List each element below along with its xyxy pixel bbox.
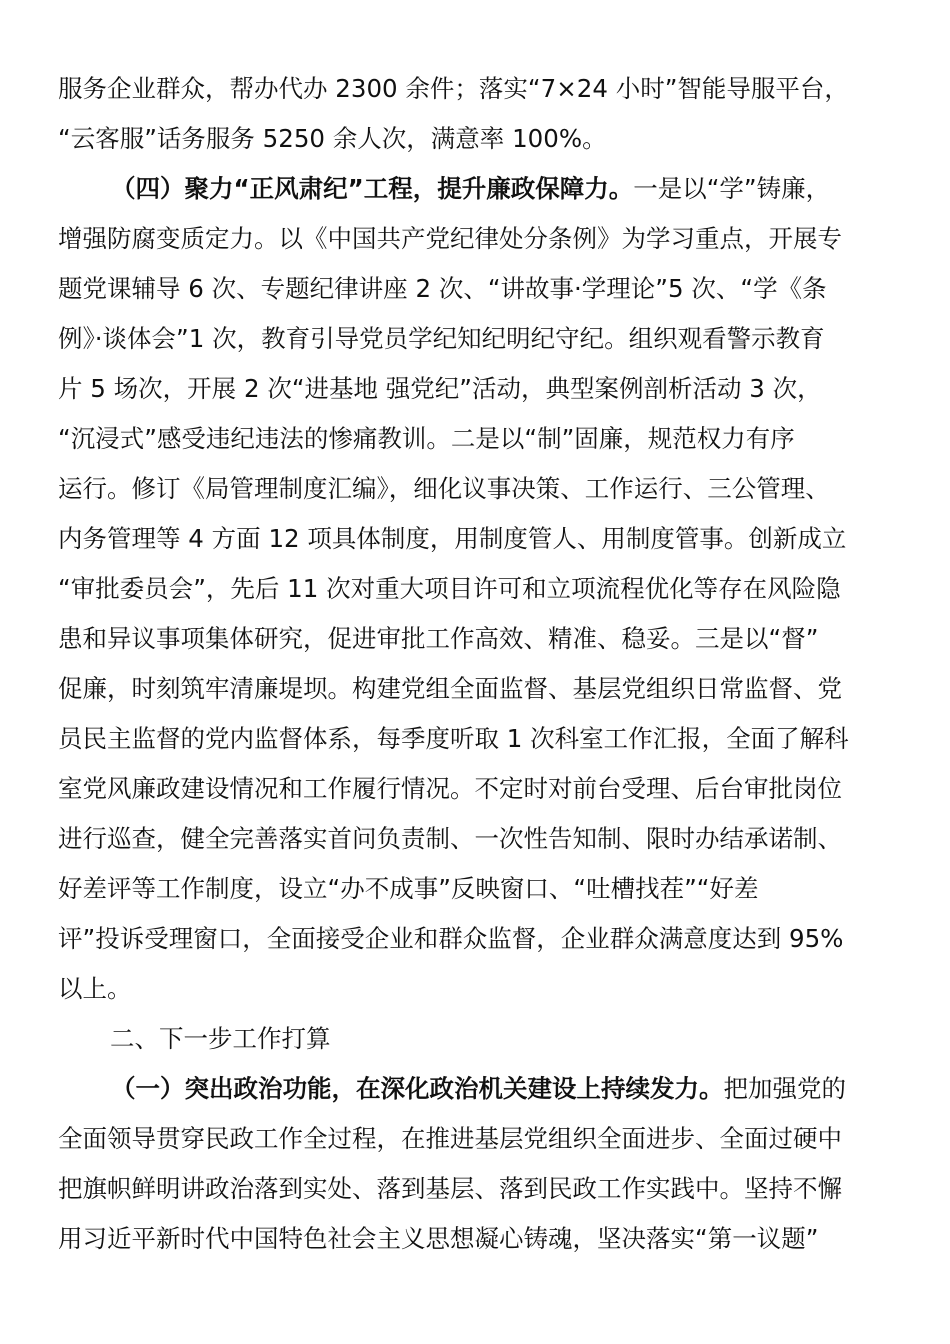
text-line: “云客服”话务服务 5250 余人次，满意率 100%。: [58, 124, 607, 153]
text-line: 员民主监督的党内监督体系，每季度听取 1 次科室工作汇报，全面了解科: [58, 724, 849, 753]
text-line: 用习近平新时代中国特色社会主义思想凝心铸魂，坚决落实“第一议题”: [58, 1224, 819, 1253]
text-line: “审批委员会”，先后 11 次对重大项目许可和立项流程优化等存在风险隐: [58, 574, 841, 603]
text-line: “沉浸式”感受违纪违法的惨痛教训。二是以“制”固廉，规范权力有序: [58, 424, 795, 453]
text-line: 服务企业群众，帮办代办 2300 余件；落实“7×24 小时”智能导服平台，: [58, 74, 849, 103]
paragraph-text: 一是以“学”铸廉，: [633, 174, 831, 203]
text-line: 室党风廉政建设情况和工作履行情况。不定时对前台受理、后台审批岗位: [58, 774, 842, 803]
text-line: 全面领导贯穿民政工作全过程，在推进基层党组织全面进步、全面过硬中: [58, 1124, 842, 1153]
text-line: 内务管理等 4 方面 12 项具体制度，用制度管人、用制度管事。创新成立: [58, 524, 847, 553]
text-line: 以上。: [58, 974, 132, 1003]
section-title: 二、下一步工作打算: [110, 1024, 331, 1053]
paragraph-heading: （四）聚力“正风肃纪”工程，提升廉政保障力。: [111, 174, 634, 203]
text-line: 进行巡查，健全完善落实首问负责制、一次性告知制、限时办结承诺制、: [58, 824, 842, 853]
paragraph-first-line: [58, 164, 888, 214]
paragraph-first-line: [58, 1064, 888, 1114]
text-line: 运行。修订《局管理制度汇编》，细化议事决策、工作运行、三公管理、: [58, 474, 830, 503]
paragraph-heading: （一）突出政治功能，在深化政治机关建设上持续发力。: [111, 1074, 724, 1103]
text-line: 好差评等工作制度，设立“办不成事”反映窗口、“吐槽找茬”“好差: [58, 874, 759, 903]
text-line: 促廉，时刻筑牢清廉堤坝。构建党组全面监督、基层党组织日常监督、党: [58, 674, 842, 703]
text-line: 增强防腐变质定力。以《中国共产党纪律处分条例》为学习重点，开展专: [58, 224, 842, 253]
text-line: 片 5 场次，开展 2 次“进基地 强党纪”活动，典型案例剖析活动 3 次，: [58, 374, 822, 403]
text-line: 把旗帜鲜明讲政治落到实处、落到基层、落到民政工作实践中。坚持不懈: [58, 1174, 842, 1203]
text-line: 评”投诉受理窗口，全面接受企业和群众监督，企业群众满意度达到 95%: [58, 924, 844, 953]
document-page: [58, 64, 888, 1264]
text-line: 患和异议事项集体研究，促进审批工作高效、精准、稳妥。三是以“督”: [58, 624, 819, 653]
paragraph-text: 把加强党的: [723, 1074, 846, 1103]
text-line: 例》·谈体会”1 次，教育引导党员学纪知纪明纪守纪。组织观看警示教育: [58, 324, 825, 353]
text-line: 题党课辅导 6 次、专题纪律讲座 2 次、“讲故事·学理论”5 次、“学《条: [58, 274, 827, 303]
